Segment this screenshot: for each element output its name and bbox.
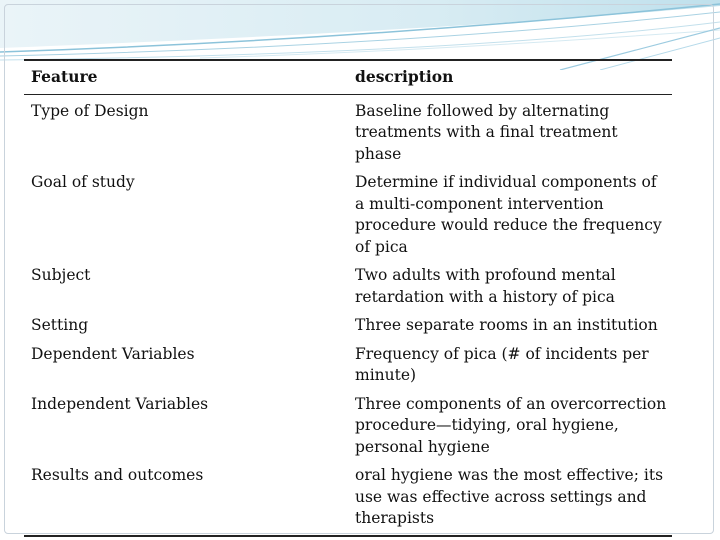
row-feature: Dependent Variables	[31, 344, 195, 363]
table-row	[24, 265, 672, 315]
table-row	[24, 344, 672, 394]
row-description: Two adults with profound mental retardation with a history of pica	[355, 266, 616, 306]
row-feature: Setting	[31, 316, 89, 334]
row-description: oral hygiene was the most effective; its use was effective across settings and therapists	[355, 466, 664, 527]
table-row	[24, 172, 672, 265]
row-description: Frequency of pica (# of incidents per minute)	[355, 344, 649, 384]
feature-table	[24, 59, 672, 537]
header-description: description	[355, 67, 454, 86]
row-description: Determine if individual components of a multi-component intervention procedure would reduce the frequency of pica	[355, 173, 662, 256]
table-row	[24, 94, 672, 172]
table-row	[24, 465, 672, 536]
row-description: Baseline followed by alternating treatments with a final treatment phase	[355, 101, 618, 163]
header-feature: Feature	[31, 67, 98, 86]
row-feature: Type of Design	[31, 101, 149, 120]
table-row	[24, 394, 672, 466]
table-row	[24, 315, 672, 344]
row-feature: Goal of study	[31, 173, 135, 191]
row-feature: Results and outcomes	[31, 466, 204, 484]
row-description: Three separate rooms in an institution	[355, 316, 658, 334]
row-description: Three components of an overcorrection procedure—tidying, oral hygiene, personal hygiene	[355, 394, 667, 456]
row-feature: Subject	[31, 266, 91, 284]
table-header-row	[24, 60, 672, 94]
row-feature: Independent Variables	[31, 394, 209, 413]
